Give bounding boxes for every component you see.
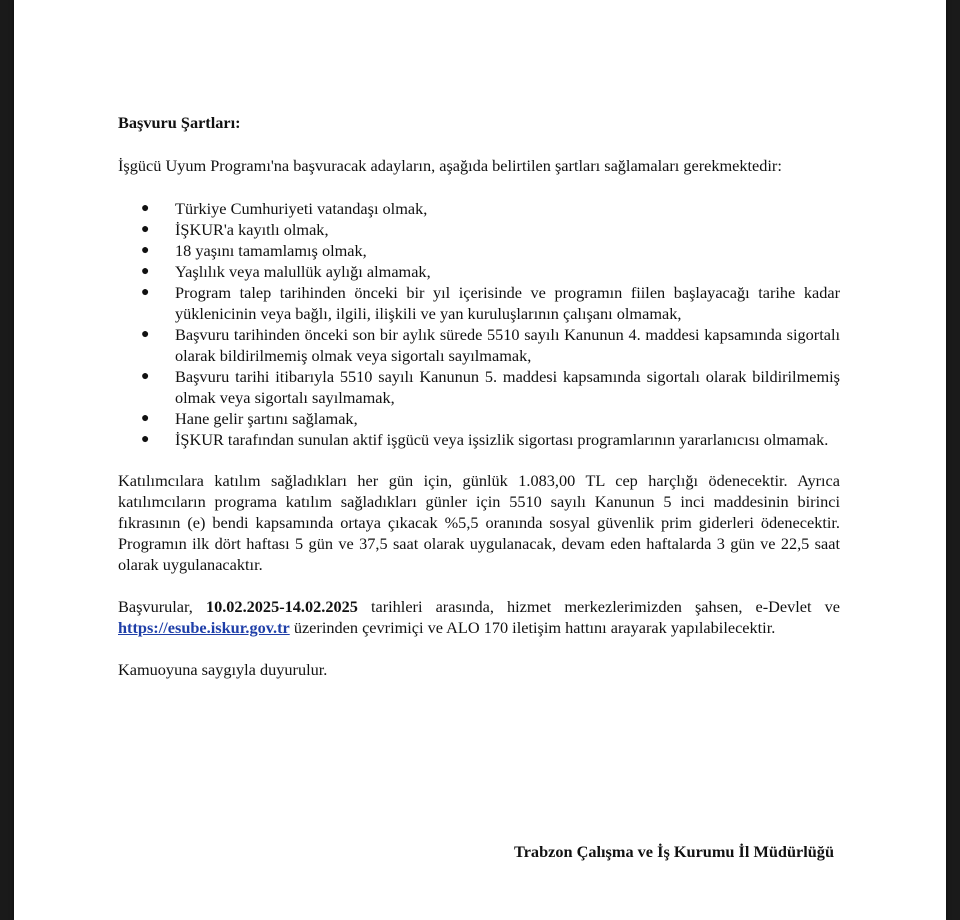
closing-line: Kamuoyuna saygıyla duyurulur. xyxy=(118,660,328,679)
application-suffix: üzerinden çevrimiçi ve ALO 170 iletişim hattını arayarak yapılabilecektir. xyxy=(289,618,776,637)
condition-text: Başvuru tarihinden önceki son bir aylık sürede 5510 sayılı Kanunun 4. maddesi kapsamında sigortalı olarak bildirilmemiş olmak veya sigortalı sayılmamak, xyxy=(175,325,840,365)
payment-paragraph: Katılımcılara katılım sağladıkları her gün için, günlük 1.083,00 TL cep harçlığı ödenecektir. Ayrıca katılımcıların programa katılım sağladıkları günler için 5510 sayılı Kanunun 5 inci maddesinin birinci fıkrasının (e) bendi kapsamında ortaya çıkacak %5,5 oranında sosyal güvenlik prim giderleri ödenecektir. Programın ilk dört haftası 5 gün ve 37,5 saat olarak uygulanacak, devam eden haftalarda 3 gün ve 22,5 saat olarak uygulanacaktır. xyxy=(118,471,840,574)
condition-text: Yaşlılık veya malullük aylığı almamak, xyxy=(175,262,431,281)
announcement-body xyxy=(118,112,840,701)
condition-text: Türkiye Cumhuriyeti vatandaşı olmak, xyxy=(175,199,428,218)
conditions-list xyxy=(118,198,840,450)
list-item xyxy=(118,198,840,219)
list-item xyxy=(118,408,840,429)
condition-text: İŞKUR tarafından sunulan aktif işgücü veya işsizlik sigortası programlarının yararlanıcısı olmamak. xyxy=(175,430,829,449)
list-item xyxy=(118,240,840,261)
bullet-icon: ● xyxy=(141,411,150,426)
bullet-icon: ● xyxy=(141,201,150,216)
bullet-icon: ● xyxy=(141,243,150,258)
condition-text: Hane gelir şartını sağlamak, xyxy=(175,409,358,428)
document-page xyxy=(14,0,946,920)
list-item xyxy=(118,324,840,366)
list-item xyxy=(118,282,840,324)
application-paragraph xyxy=(118,596,840,638)
condition-text: İŞKUR'a kayıtlı olmak, xyxy=(175,220,329,239)
condition-text: Program talep tarihinden önceki bir yıl içerisinde ve programın fiilen başlayacağı tarihe kadar yüklenicinin veya bağlı, ilgili, ilişkili ve yan kuruluşlarının çalışanı olmamak, xyxy=(175,283,840,323)
application-dates: 10.02.2025-14.02.2025 xyxy=(205,597,358,616)
bullet-icon: ● xyxy=(141,285,150,300)
list-item xyxy=(118,261,840,282)
condition-text: Başvuru tarihi itibarıyla 5510 sayılı Kanunun 5. maddesi kapsamında sigortalı olarak bildirilmemiş olmak veya sigortalı sayılmamak, xyxy=(175,367,840,407)
bullet-icon: ● xyxy=(141,369,150,384)
section-heading: Başvuru Şartları: xyxy=(118,113,241,132)
bullet-icon: ● xyxy=(141,432,150,447)
bullet-icon: ● xyxy=(141,327,150,342)
bullet-icon: ● xyxy=(141,222,150,237)
application-prefix: Başvurular, xyxy=(118,597,206,616)
condition-text: 18 yaşını tamamlamış olmak, xyxy=(175,241,367,260)
intro-paragraph: İşgücü Uyum Programı'na başvuracak adayların, aşağıda belirtilen şartları sağlamaları gerekmektedir: xyxy=(118,156,782,175)
iskur-portal-link[interactable]: https://esube.iskur.gov.tr xyxy=(118,618,290,637)
list-item xyxy=(118,429,840,450)
bullet-icon: ● xyxy=(141,264,150,279)
list-item xyxy=(118,219,840,240)
signature-line: Trabzon Çalışma ve İş Kurumu İl Müdürlüğü xyxy=(514,842,834,861)
application-middle: tarihleri arasında, hizmet merkezlerimizden şahsen, e-Devlet ve xyxy=(357,597,840,616)
list-item xyxy=(118,366,840,408)
